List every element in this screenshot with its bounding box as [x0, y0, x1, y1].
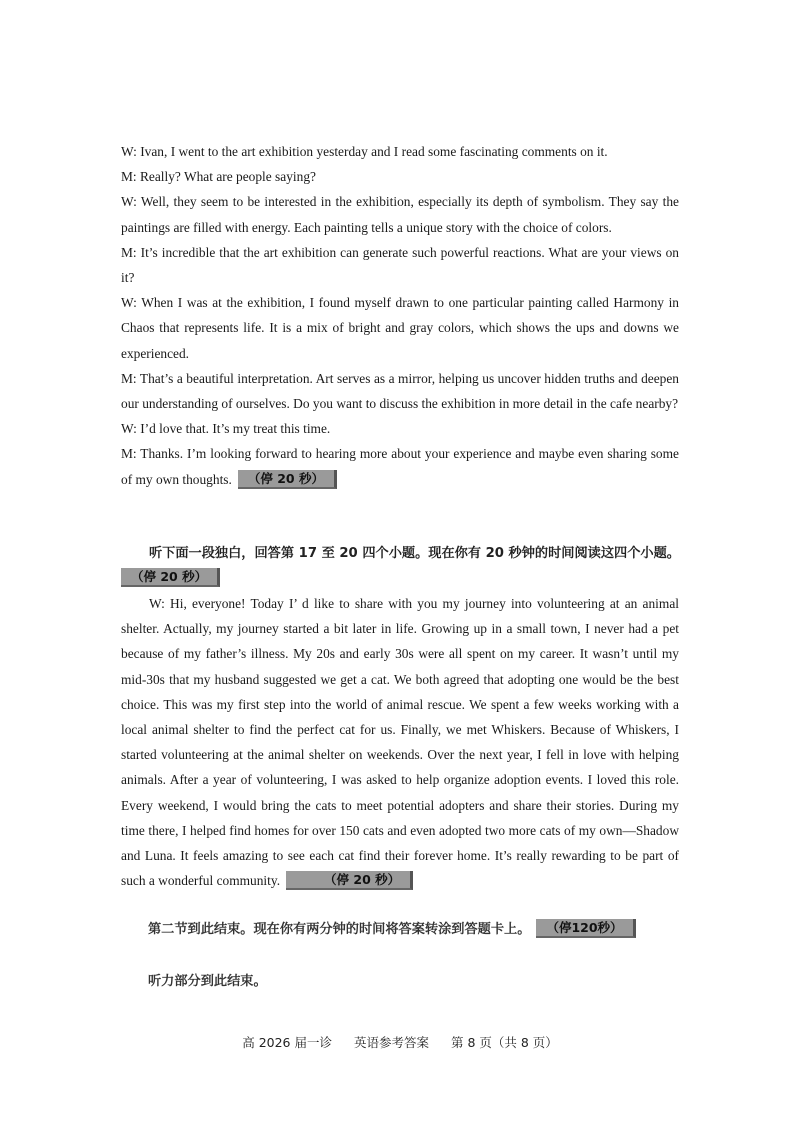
- footer-subject: 英语参考答案: [353, 1035, 429, 1050]
- dialogue-line: W: I’d love that. It’s my treat this time.: [121, 421, 331, 437]
- pause-tag: （停 20 秒）: [238, 470, 337, 489]
- section-end-note: [148, 918, 636, 938]
- dialogue-line: W: Well, they seem to be interested in the exhibition, especially its depth of symbolism. They say the paintings are filled with energy. Each painting tells a unique story with the choice of colors.: [121, 194, 679, 235]
- page-footer: [0, 1033, 800, 1051]
- footer-exam: 高 2026 届一诊: [242, 1035, 332, 1050]
- dialogue-transcript: [121, 139, 679, 492]
- dialogue-line: M: It’s incredible that the art exhibition can generate such powerful reactions. What are your views on it?: [121, 244, 679, 286]
- section-end-text: 第二节到此结束。现在你有两分钟的时间将答案转涂到答题卡上。: [148, 922, 531, 937]
- dialogue-line: W: When I was at the exhibition, I found myself drawn to one particular painting called Harmony in Chaos that represents life. It is a mix of bright and gray colors, which shows the ups and downs we experienced.: [121, 295, 679, 361]
- pause-tag: （停 20 秒）: [121, 568, 220, 587]
- monologue-transcript: [121, 591, 679, 893]
- dialogue-line: M: That’s a beautiful interpretation. Art serves as a mirror, helping us uncover hidden truths and deepen our understanding of ourselves. Do you want to discuss the exhibition in more detail in the cafe nearby?: [121, 370, 679, 412]
- dialogue-line: W: Ivan, I went to the art exhibition yesterday and I read some fascinating comments on it.: [121, 144, 608, 159]
- listening-end-note: 听力部分到此结束。: [148, 974, 267, 989]
- dialogue-line-text: M: Thanks. I’m looking forward to hearing more about your experience and maybe even sharing some of my own thoughts.: [121, 446, 679, 487]
- listening-instruction: [121, 541, 681, 591]
- dialogue-line: M: Really? What are people saying?: [121, 169, 316, 185]
- footer-page-number: 第 8 页（共 8 页）: [450, 1035, 558, 1050]
- instruction-text: 听下面一段独白，回答第 17 至 20 四个小题。现在你有 20 秒钟的时间阅读这四个小题。: [149, 546, 680, 561]
- monologue-text: W: Hi, everyone! Today I’ d like to share with you my journey into volunteering at an animal shelter. Actually, my journey started a bit later in life. Growing up in a small town, I never had a pet because of my father’s illness. My 20s and early 30s were all spent on my career. It wasn’t until my mid-30s that my husband suggested we get a cat. We both agreed that adopting one would be the best choice. This was my first step into the world of animal rescue. We spent a few weeks working with a local animal shelter to find the perfect cat for us. Finally, we met Whiskers. Because of Whiskers, I started volunteering at the animal shelter on weekends. Over the next year, I fell in love with helping animals. After a year of volunteering, I was asked to help organize adoption events. I loved this role. Every weekend, I would bring the cats to meet potential adopters and share their stories. During my time there, I helped find homes for over 150 cats and even adopted two more cats of my own—Shadow and Luna. It feels amazing to see each cat find their forever home. It’s really rewarding to be part of such a wonderful community.: [121, 596, 679, 889]
- pause-tag: （停 20 秒）: [286, 871, 413, 890]
- pause-tag: （停120秒）: [536, 919, 635, 938]
- dialogue-line-last: [121, 441, 679, 491]
